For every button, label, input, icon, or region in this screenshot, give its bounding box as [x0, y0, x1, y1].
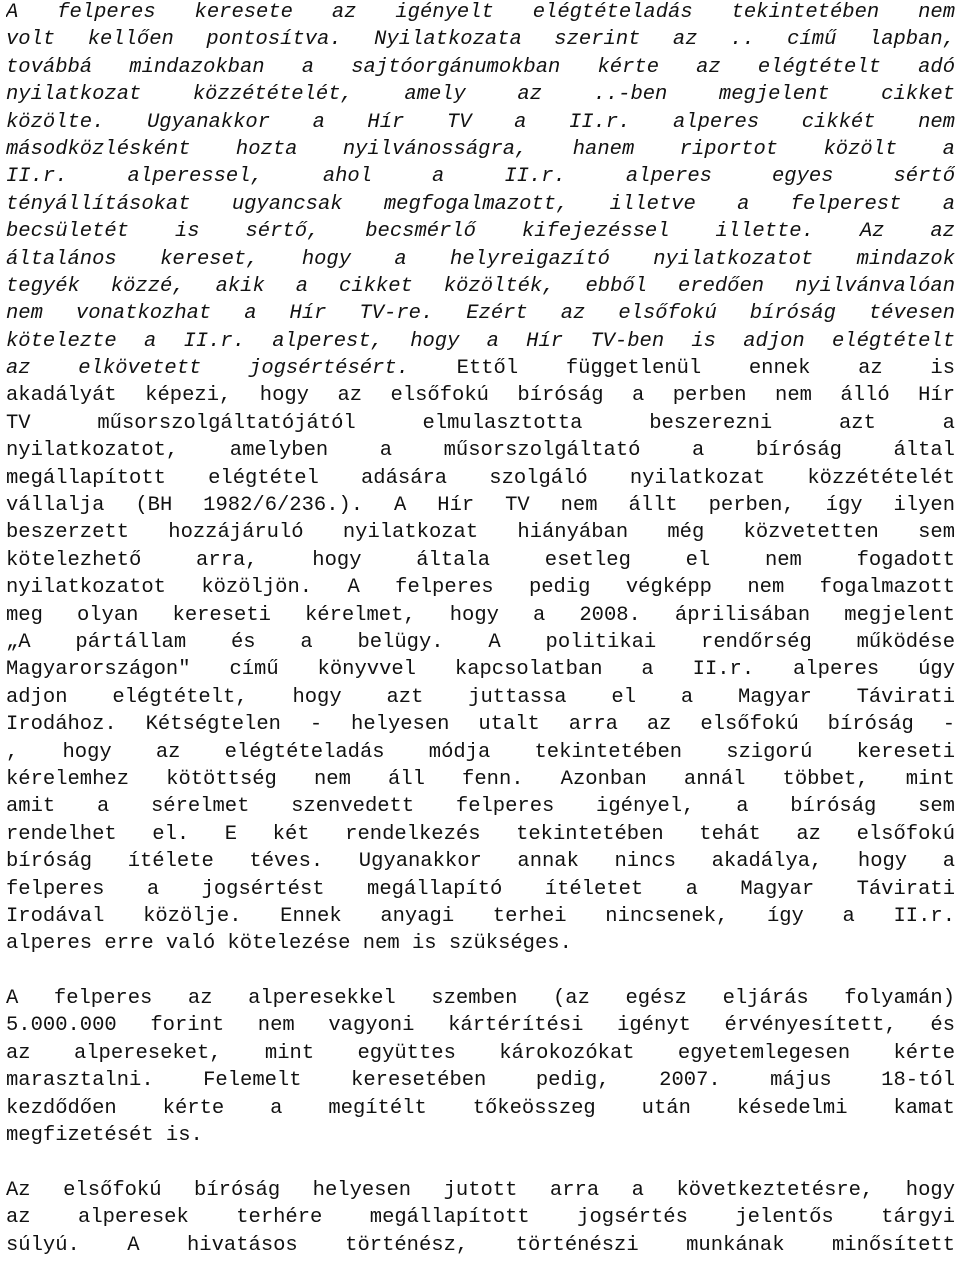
text-segment: „A pártállam és a belügy. A politikai rendőrség működése: [6, 630, 955, 654]
text-segment: kezdődően kérte a megítélt tőkeösszeg után késedelmi kamat: [6, 1096, 955, 1120]
text-segment: amit a sérelmet szenvedett felperes igényel, a bíróság sem: [6, 795, 955, 819]
text-line: [6, 985, 955, 1012]
text-line: [6, 656, 955, 683]
text-segment: vállalja (BH 1982/6/236.). A Hír TV nem állt perben, így ilyen: [6, 494, 955, 518]
text-segment: adjon elégtételt, hogy azt juttassa el a Magyar Távirati: [6, 685, 955, 709]
text-line: [6, 0, 955, 26]
text-line: [6, 629, 955, 656]
text-line: [6, 300, 955, 327]
text-line: [6, 1177, 955, 1204]
text-line: [6, 437, 955, 464]
text-segment: beszerzett hozzájáruló nyilatkozat hiányában még közvetetten sem: [6, 521, 955, 545]
text-line: [6, 684, 955, 711]
italic-text-segment: becsületét is sértő, becsmérlő kifejezéssel illette. Az az: [6, 220, 955, 244]
italic-text-segment: A felperes keresete az igényelt elégtételadás tekintetében nem: [6, 1, 955, 24]
text-segment: meg olyan kereseti kérelmet, hogy a 2008. áprilisában megjelent: [6, 603, 955, 627]
italic-text-segment: volt kellően pontosítva. Nyilatkozata szerint az .. című lapban,: [6, 28, 955, 52]
text-line: [6, 1012, 955, 1039]
italic-text-segment: nem vonatkozhat a Hír TV-re. Ezért az elsőfokú bíróság tévesen: [6, 302, 955, 326]
text-line: [6, 574, 955, 601]
document-page: [6, 0, 955, 1259]
text-line: [6, 410, 955, 437]
text-line: [6, 547, 955, 574]
text-segment: nyilatkozatot, amelyben a műsorszolgáltató a bíróság által: [6, 439, 955, 463]
text-line: [6, 766, 955, 793]
text-line: [6, 793, 955, 820]
text-line: [6, 26, 955, 53]
italic-text-segment: közölte. Ugyanakkor a Hír TV a II.r. alperes cikkét nem: [6, 110, 955, 134]
italic-text-segment: továbbá mindazokban a sajtóorgánumokban kérte az elégtételt adó: [6, 55, 955, 79]
italic-text-segment: II.r. alperessel, ahol a II.r. alperes egyes sértő: [6, 165, 955, 189]
text-segment: alperes erre való kötelezése nem is szükséges.: [6, 932, 572, 956]
text-line: [6, 876, 955, 903]
text-segment: A felperes az alperesekkel szemben (az egész eljárás folyamán): [6, 987, 955, 1011]
text-segment: rendelhet el. E két rendelkezés tekintetében tehát az elsőfokú: [6, 822, 955, 846]
text-line: [6, 246, 955, 273]
italic-text-segment: általános kereset, hogy a helyreigazító nyilatkozatot mindazok: [6, 247, 955, 271]
text-line: [6, 54, 955, 81]
text-line: [6, 1067, 955, 1094]
italic-text-segment: kötelezte a II.r. alperest, hogy a Hír TV-ben is adjon elégtételt: [6, 329, 955, 353]
text-line: [6, 109, 955, 136]
paragraph: [6, 0, 955, 958]
text-segment: az alpereseket, mint együttes károkozókat egyetemlegesen kérte: [6, 1041, 955, 1065]
text-line: [6, 328, 955, 355]
text-segment: Magyarországon" című könyvvel kapcsolatban a II.r. alperes úgy: [6, 658, 955, 682]
text-segment: nyilatkozatot közöljön. A felperes pedig végképp nem fogalmazott: [6, 576, 955, 600]
italic-text-segment: az elkövetett jogsértésért.: [6, 357, 409, 381]
text-segment: az alperesek terhére megállapított jogsértés jelentős tárgyi: [6, 1206, 955, 1230]
text-segment: felperes a jogsértést megállapító ítéletet a Magyar Távirati: [6, 877, 955, 901]
text-line: [6, 930, 955, 957]
text-segment: TV műsorszolgáltatójától elmulasztotta beszerezni azt a: [6, 411, 955, 435]
text-segment: Irodával közölje. Ennek anyagi terhei nincsenek, így a II.r.: [6, 904, 955, 928]
text-line: [6, 1204, 955, 1231]
text-line: [6, 218, 955, 245]
text-segment: megállapított elégtétel adására szolgáló nyilatkozat közzétételét: [6, 466, 955, 490]
text-line: [6, 519, 955, 546]
text-line: [6, 1122, 955, 1149]
text-segment: akadályát képezi, hogy az elsőfokú bíróság a perben nem álló Hír: [6, 384, 955, 408]
text-line: [6, 355, 955, 382]
text-line: [6, 163, 955, 190]
italic-text-segment: nyilatkozat közzétételét, amely az ..-ben megjelent cikket: [6, 83, 955, 107]
text-segment: megfizetését is.: [6, 1124, 203, 1148]
text-line: [6, 191, 955, 218]
text-line: [6, 1040, 955, 1067]
text-line: [6, 136, 955, 163]
text-segment: 5.000.000 forint nem vagyoni kártérítési igényt érvényesített, és: [6, 1014, 955, 1038]
text-line: [6, 273, 955, 300]
text-segment: kötelezhető arra, hogy általa esetleg el nem fogadott: [6, 548, 955, 572]
text-line: [6, 465, 955, 492]
italic-text-segment: tényállításokat ugyancsak megfogalmazott, illetve a felperest a: [6, 192, 955, 216]
paragraph: [6, 985, 955, 1149]
text-line: [6, 81, 955, 108]
text-segment: kérelemhez kötöttség nem áll fenn. Azonban annál többet, mint: [6, 767, 955, 791]
paragraph-spacer: [6, 958, 955, 985]
text-segment: , hogy az elégtételadás módja tekintetében szigorú kereseti: [6, 740, 955, 764]
text-line: [6, 1095, 955, 1122]
italic-text-segment: másodközlésként hozta nyilvánosságra, hanem riportot közölt a: [6, 137, 955, 161]
text-segment: Irodához. Kétségtelen - helyesen utalt arra az elsőfokú bíróság -: [6, 713, 955, 737]
text-line: [6, 382, 955, 409]
text-line: [6, 602, 955, 629]
paragraph: [6, 1177, 955, 1259]
paragraph-spacer: [6, 1149, 955, 1176]
text-line: [6, 821, 955, 848]
text-line: [6, 739, 955, 766]
text-line: [6, 1232, 955, 1259]
text-segment: bíróság ítélete téves. Ugyanakkor annak nincs akadálya, hogy a: [6, 850, 955, 874]
italic-text-segment: tegyék közzé, akik a cikket közölték, ebből eredően nyilvánvalóan: [6, 274, 955, 298]
text-line: [6, 492, 955, 519]
text-segment: Ettől függetlenül ennek az is: [408, 357, 955, 381]
text-line: [6, 711, 955, 738]
text-line: [6, 903, 955, 930]
text-segment: Az elsőfokú bíróság helyesen jutott arra a következtetésre, hogy: [6, 1178, 955, 1202]
text-segment: marasztalni. Felemelt keresetében pedig, 2007. május 18-tól: [6, 1069, 955, 1093]
text-line: [6, 848, 955, 875]
text-segment: súlyú. A hivatásos történész, történészi munkának minősített: [6, 1233, 955, 1257]
